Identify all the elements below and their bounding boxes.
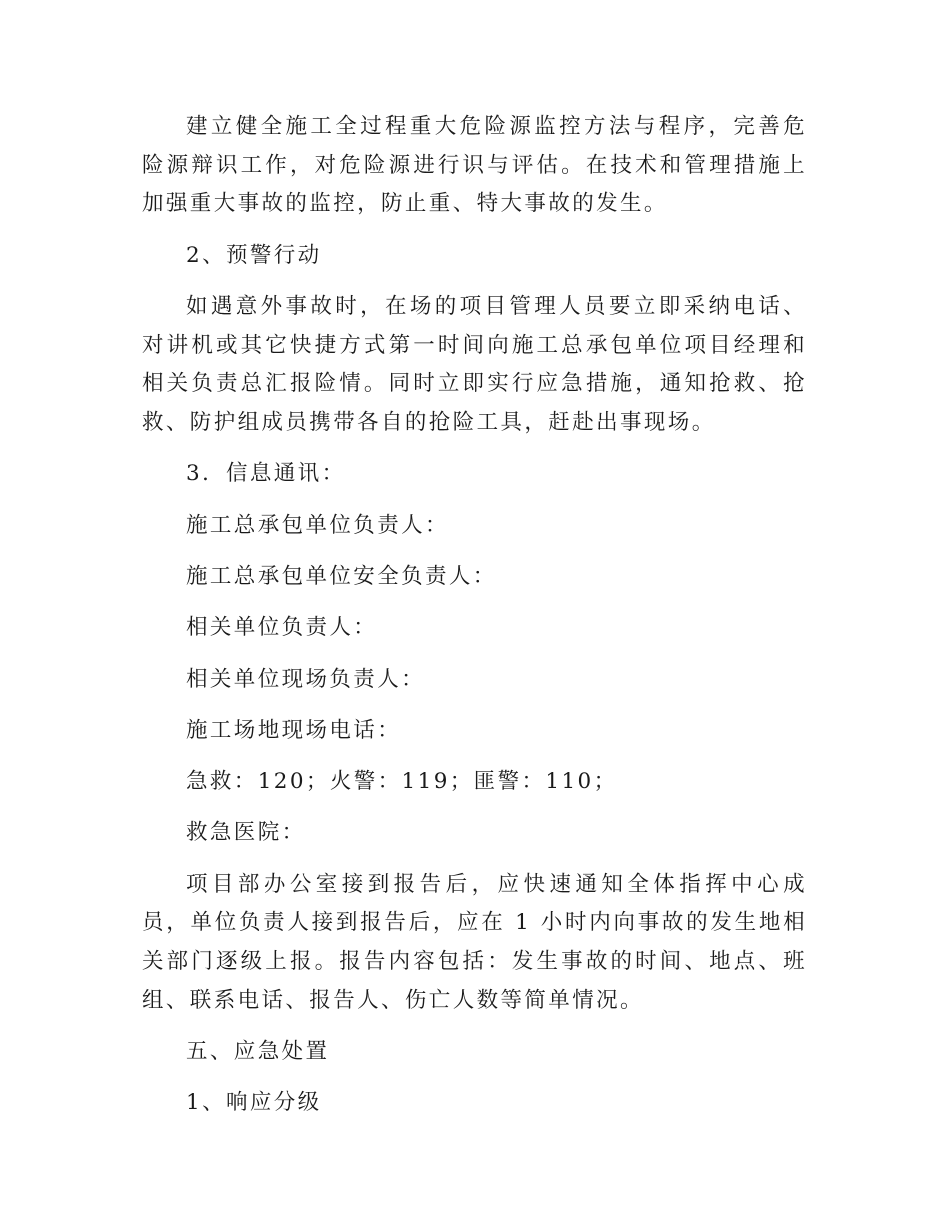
heading-information-communication: 3．信息通讯： [186, 461, 346, 487]
emergency-numbers: 急救：120；火警：119；匪警：110； [186, 769, 618, 795]
heading-emergency-response: 五、应急处置 [186, 1039, 330, 1065]
document-body [142, 108, 807, 1123]
contact-related-unit-site-head: 相关单位现场负责人： [186, 666, 426, 692]
heading-early-warning-action: 2、预警行动 [186, 242, 322, 268]
heading-response-levels: 1、响应分级 [186, 1090, 322, 1116]
contact-site-phone: 施工场地现场电话： [186, 717, 402, 743]
contact-related-unit-head: 相关单位负责人： [186, 615, 378, 641]
contact-general-contractor-safety-head: 施工总承包单位安全负责人： [186, 564, 497, 589]
paragraph-hazard-monitoring: 建立健全施工全过程重大危险源监控方法与程序，完善危险源辩识工作，对危险源进行识与评估。在技术和管理措施上加强重大事故的监控，防止重、特大事故的发生。 [142, 114, 807, 217]
contact-emergency-hospital: 救急医院： [186, 820, 306, 846]
paragraph-report-procedure: 项目部办公室接到报告后，应快速通知全体指挥中心成员，单位负责人接到报告后，应在 1 小时内向事故的发生地相关部门逐级上报。报告内容包括：发生事故的时间、地点、班组、联系电话、报告人、伤亡人数等简单情况。 [142, 871, 807, 1013]
paragraph-accident-reporting: 如遇意外事故时，在场的项目管理人员要立即采纳电话、对讲机或其它快捷方式第一时间向施工总承包单位项目经理和相关负责总汇报险情。同时立即实行应急措施，通知抢救、抢救、防护组成员携带各自的抢险工具，赶赴出事现场。 [142, 294, 807, 436]
contact-general-contractor-head: 施工总承包单位负责人： [186, 512, 449, 538]
